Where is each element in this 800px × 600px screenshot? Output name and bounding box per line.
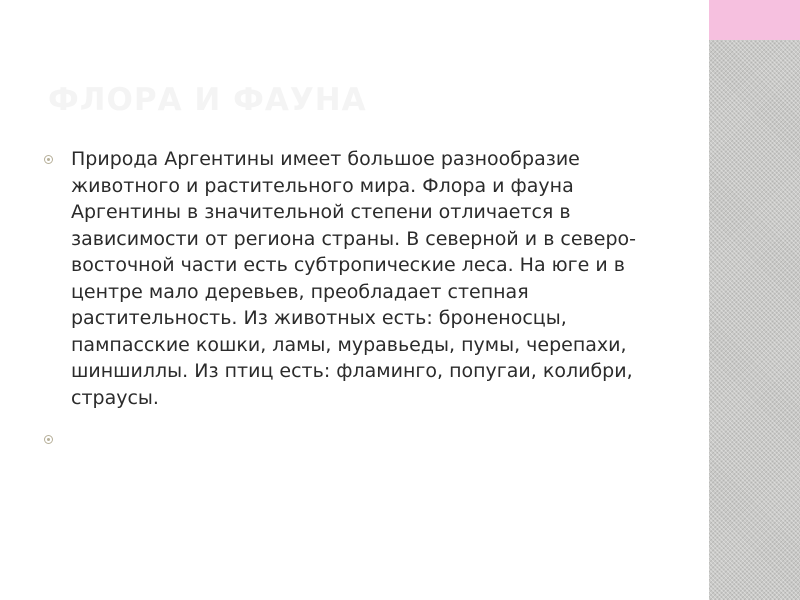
side-accent-bar <box>709 0 800 40</box>
bullet-item <box>44 146 654 411</box>
slide-title: ФЛОРА И ФАУНА <box>48 82 367 118</box>
bullet-item-empty <box>44 426 654 452</box>
bullet-list <box>44 146 654 452</box>
bullet-text: Природа Аргентины имеет большое разнообразие животного и растительного мира. Флора и фауна Аргентины в значительной степени отличается в зависимости от региона страны. В северной и в северо-восточной части есть субтропические леса. На юге и в центре мало деревьев, преобладает степная растительность. Из животных есть: броненосцы, пампасские кошки, ламы, муравьеды, пумы, черепахи, шиншиллы. Из птиц есть: фламинго, попугаи, колибри, страусы. <box>71 148 636 409</box>
circle-bullet-icon <box>44 435 53 444</box>
circle-bullet-icon <box>44 155 53 164</box>
side-texture-bar <box>709 40 800 600</box>
